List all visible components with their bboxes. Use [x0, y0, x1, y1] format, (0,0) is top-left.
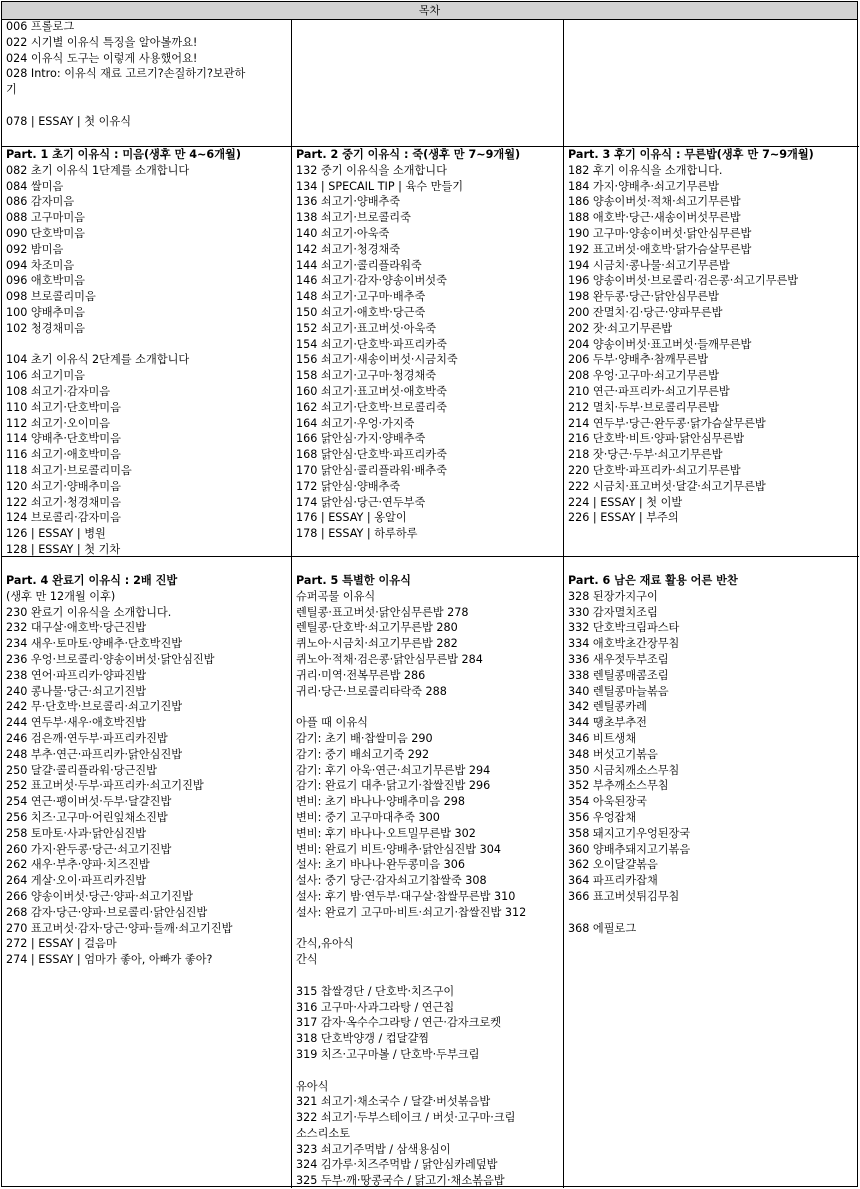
toc-entry: 188 애호박·당근·새송이버섯무른밥 [568, 211, 741, 225]
toc-entry [6, 337, 287, 353]
toc-entry: 024 이유식 도구는 이렇게 사용했어요! [6, 51, 198, 65]
toc-entry: 340 렌틸콩마늘볶음 [568, 684, 669, 698]
toc-entry: 106 쇠고기미음 [6, 369, 85, 383]
empty-cell [291, 19, 563, 146]
toc-entry: (생후 만 12개월 이후) [6, 589, 116, 603]
toc-entry: 감기: 완료기 대추·닭고기·찹쌀진밥 296 [296, 779, 491, 793]
toc-entry: 설사: 후기 밤·연두부·대구살·찹쌀무른밥 310 [296, 889, 516, 903]
toc-entry: 266 양송이버섯·당근·양파·쇠고기진밥 [6, 889, 193, 903]
toc-entry: 366 표고버섯튀김무침 [568, 889, 680, 903]
toc-entry: 162 쇠고기·단호박·브로콜리죽 [296, 400, 447, 414]
toc-entry: 084 쌀미음 [6, 179, 64, 193]
toc-entry: 094 차조미음 [6, 258, 75, 272]
toc-entry: 소스리소토 [296, 1126, 351, 1140]
toc-entry: 변비: 후기 바나나·오트밀무른밥 302 [296, 826, 476, 840]
toc-entry: 렌틸콩·표고버섯·닭안심무른밥 278 [296, 605, 469, 619]
toc-entry: 138 쇠고기·브로콜리죽 [296, 211, 411, 225]
toc-entry: 246 검은깨·연두부·파프리카진밥 [6, 731, 168, 745]
toc-entry: 096 애호박미음 [6, 274, 85, 288]
toc-entry: 퀴노아·적채·검은콩·닭안심무른밥 284 [296, 652, 483, 666]
toc-entry: 184 가지·양배추·쇠고기무른밥 [568, 179, 719, 193]
toc-entry: 104 초기 이유식 2단계를 소개합니다 [6, 353, 190, 367]
toc-entry: 100 양배추미음 [6, 305, 85, 319]
toc-entry: 328 된장가지구이 [568, 589, 658, 603]
toc-entry: 감기: 중기 배쇠고기죽 292 [296, 747, 430, 761]
toc-entry: 358 돼지고기우엉된장국 [568, 826, 691, 840]
toc-entry: 323 쇠고기주먹밥 / 삼색용심이 [296, 1142, 451, 1156]
toc-entry: 319 치즈·고구마볼 / 단호박·두부크림 [296, 1047, 480, 1061]
toc-entry: 172 닭안심·양배추죽 [296, 479, 401, 493]
toc-entry: 176 | ESSAY | 옹알이 [296, 511, 407, 525]
toc-entry: 344 땡초부추전 [568, 716, 647, 730]
toc-entry: 124 브로콜리·감자미음 [6, 511, 121, 525]
toc-entry: 350 시금치깨소스무침 [568, 763, 680, 777]
toc-entry: 136 쇠고기·양배추죽 [296, 195, 401, 209]
toc-entry: 변비: 중기 고구마대추죽 300 [296, 810, 440, 824]
toc-entry: 140 쇠고기·아욱죽 [296, 226, 390, 240]
toc-entry: 248 부추·연근·파프리카·닭안심진밥 [6, 747, 183, 761]
toc-entry: 321 쇠고기·채소국수 / 달걀·버섯볶음밥 [296, 1095, 491, 1109]
toc-entry: 감기: 초기 배·찹쌀미음 290 [296, 731, 433, 745]
toc-entry: 216 단호박·비트·양파·닭안심무른밥 [568, 432, 745, 446]
toc-entry: 240 콩나물·당근·쇠고기진밥 [6, 684, 147, 698]
toc-entry: 242 무·단호박·브로콜리·쇠고기진밥 [6, 700, 183, 714]
toc-entry: 132 중기 이유식을 소개합니다 [296, 163, 447, 177]
toc-entry: 252 표고버섯·두부·파프리카·쇠고기진밥 [6, 779, 204, 793]
toc-header: 목차 [2, 2, 857, 20]
part-6-cell [563, 556, 859, 1188]
toc-entry: 유아식 [296, 1079, 329, 1093]
toc-entry: 134 | SPECAIL TIP | 육수 만들기 [296, 179, 464, 193]
toc-entry: 334 애호박초간장무침 [568, 637, 680, 651]
part-title: Part. 5 특별한 이유식 [296, 574, 411, 587]
toc-entry: 368 에필로그 [568, 921, 637, 935]
part-4-cell [2, 556, 291, 1188]
toc-entry: 028 Intro: 이유식 재료 고르기?손질하기?보관하 [6, 67, 246, 81]
toc-entry: 236 우엉·브로콜리·양송이버섯·닭안심진밥 [6, 652, 215, 666]
part-title: Part. 1 초기 이유식 : 미음(생후 만 4~6개월) [6, 148, 241, 161]
toc-entry: 150 쇠고기·애호박·당근죽 [296, 305, 426, 319]
toc-entry: 268 감자·당근·양파·브로콜리·닭안심진밥 [6, 905, 208, 919]
toc-entry: 198 완두콩·당근·닭안심무른밥 [568, 290, 719, 304]
toc-entry: 116 쇠고기·애호박미음 [6, 448, 121, 462]
toc-entry: 336 새우젓두부조림 [568, 652, 669, 666]
toc-entry: 200 잔멸치·김·당근·양파무른밥 [568, 305, 723, 319]
part-title: Part. 3 후기 이유식 : 무른밥(생후 만 7~9개월) [568, 148, 814, 161]
toc-entry: 196 양송이버섯·브로콜리·검은콩·쇠고기무른밥 [568, 274, 799, 288]
toc-entry: 122 쇠고기·청경채미음 [6, 495, 121, 509]
toc-entry: 224 | ESSAY | 첫 이발 [568, 495, 683, 509]
toc-entry: 244 연두부·새우·애호박진밥 [6, 716, 147, 730]
toc-entry: 슈퍼곡물 이유식 [296, 589, 376, 603]
toc-entry: 270 표고버섯·감자·당근·양파·들깨·쇠고기진밥 [6, 921, 233, 935]
toc-entry: 356 우엉잡채 [568, 810, 637, 824]
toc-entry: 160 쇠고기·표고버섯·애호박죽 [296, 384, 447, 398]
toc-entry [296, 699, 559, 715]
toc-entry: 202 잣·쇠고기무른밥 [568, 321, 673, 335]
toc-entry: 152 쇠고기·표고버섯·아욱죽 [296, 321, 437, 335]
toc-entry: 272 | ESSAY | 걸음마 [6, 937, 117, 951]
toc-entry: 렌틸콩·단호박·쇠고기무른밥 280 [296, 621, 458, 635]
toc-entry: 212 멸치·두부·브로콜리무른밥 [568, 400, 719, 414]
toc-entry [296, 968, 559, 984]
toc-entry: 102 청경채미음 [6, 321, 85, 335]
empty-cell [563, 19, 859, 146]
toc-entry: 214 연두부·당근·완두콩·닭가슴살무른밥 [568, 416, 766, 430]
toc-entry: 변비: 완료기 비트·양배추·닭안심진밥 304 [296, 842, 502, 856]
toc-entry: 254 연근·팽이버섯·두부·달걀진밥 [6, 795, 172, 809]
toc-entry: 318 단호박양갱 / 컵달걀찜 [296, 1032, 430, 1046]
toc-entry: 110 쇠고기·단호박미음 [6, 400, 121, 414]
toc-entry [296, 921, 559, 937]
toc-entry: 112 쇠고기·오이미음 [6, 416, 111, 430]
toc-entry: 설사: 완료기 고구마·비트·쇠고기·찹쌀진밥 312 [296, 905, 527, 919]
prologue-cell [2, 19, 291, 146]
toc-entry: 338 렌틸콩매콤조림 [568, 668, 669, 682]
toc-entry: 090 단호박미음 [6, 226, 85, 240]
toc-entry: 192 표고버섯·애호박·닭가슴살무른밥 [568, 242, 752, 256]
toc-entry: 194 시금치·콩나물·쇠고기무른밥 [568, 258, 730, 272]
toc-entry: 기 [6, 83, 17, 97]
toc-entry: 108 쇠고기·감자미음 [6, 384, 111, 398]
toc-entry: 342 렌틸콩카레 [568, 700, 647, 714]
toc-entry: 238 연어·파프리카·양파진밥 [6, 668, 147, 682]
toc-entry: 364 파프리카잡채 [568, 874, 658, 888]
toc-entry: 190 고구마·양송이버섯·닭안심무른밥 [568, 226, 752, 240]
toc-entry: 156 쇠고기·새송이버섯·시금치죽 [296, 353, 458, 367]
toc-entry: 098 브로콜리미음 [6, 290, 96, 304]
toc-entry: 감기: 후기 아욱·연근·쇠고기무른밥 294 [296, 763, 491, 777]
toc-entry: 316 고구마·사과그라탕 / 연근칩 [296, 1000, 455, 1014]
toc-entry: 귀리·미역·전복무른밥 286 [296, 668, 426, 682]
toc-entry: 퀴노아·시금치·쇠고기무른밥 282 [296, 637, 458, 651]
toc-entry: 206 두부·양배추·참깨무른밥 [568, 353, 709, 367]
toc-entry: 332 단호박크림파스타 [568, 621, 680, 635]
part-1-cell [2, 146, 291, 556]
table-of-contents [1, 1, 858, 1187]
toc-entry: 126 | ESSAY | 병원 [6, 527, 106, 541]
toc-entry: 274 | ESSAY | 엄마가 좋아, 아빠가 좋아? [6, 953, 213, 967]
toc-entry: 260 가지·완두콩·당근·쇠고기진밥 [6, 842, 172, 856]
toc-entry: 330 감자멸치조림 [568, 605, 658, 619]
toc-entry: 088 고구마미음 [6, 211, 85, 225]
toc-entry: 362 오이달걀볶음 [568, 858, 658, 872]
toc-entry: 234 새우·토마토·양배추·단호박진밥 [6, 637, 183, 651]
toc-entry: 귀리·당근·브로콜리타락죽 288 [296, 684, 447, 698]
toc-entry [6, 98, 287, 114]
toc-entry: 250 달걀·콜리플라워·당근진밥 [6, 763, 157, 777]
toc-entry: 182 후기 이유식을 소개합니다. [568, 163, 723, 177]
toc-entry: 118 쇠고기·브로콜리미음 [6, 463, 132, 477]
toc-entry: 222 시금치·표고버섯·달걀·쇠고기무른밥 [568, 479, 766, 493]
toc-entry: 022 시기별 이유식 특징을 알아볼까요! [6, 35, 198, 49]
toc-entry: 078 | ESSAY | 첫 이유식 [6, 114, 131, 128]
toc-entry: 174 닭안심·당근·연두부죽 [296, 495, 426, 509]
toc-entry: 114 양배추·단호박미음 [6, 432, 121, 446]
toc-entry: 168 닭안심·단호박·파프리카죽 [296, 448, 447, 462]
toc-entry [296, 1063, 559, 1079]
toc-entry: 352 부추깨소스무침 [568, 779, 669, 793]
toc-entry [568, 905, 855, 921]
toc-entry: 262 새우·부추·양파·치즈진밥 [6, 858, 150, 872]
part-title: Part. 4 완료기 이유식 : 2배 진밥 [6, 574, 178, 587]
toc-entry: 092 밤미음 [6, 242, 64, 256]
toc-entry: 변비: 초기 바나나·양배추미음 298 [296, 795, 466, 809]
toc-entry: 210 연근·파프리카·쇠고기무른밥 [568, 384, 730, 398]
part-2-cell [291, 146, 563, 556]
toc-entry: 346 비트생채 [568, 731, 637, 745]
toc-entry: 315 찹쌀경단 / 단호박·치즈구이 [296, 984, 455, 998]
toc-entry: 317 감자·옥수수그라탕 / 연근·감자크로켓 [296, 1016, 502, 1030]
toc-entry: 325 두부·깨·땅콩국수 / 닭고기·채소볶음밥 [296, 1174, 505, 1188]
toc-entry: 154 쇠고기·단호박·파프리카죽 [296, 337, 447, 351]
part-5-cell [291, 556, 563, 1188]
toc-entry: 아플 때 이유식 [296, 716, 368, 730]
toc-entry: 360 양배추돼지고기볶음 [568, 842, 691, 856]
part-title: Part. 2 중기 이유식 : 죽(생후 만 7~9개월) [296, 148, 521, 161]
toc-entry: 006 프롤로그 [6, 20, 75, 33]
toc-entry: 158 쇠고기·고구마·청경채죽 [296, 369, 437, 383]
part-3-cell [563, 146, 859, 556]
toc-entry: 324 김가루·치즈주먹밥 / 닭안심카레덮밥 [296, 1158, 498, 1172]
toc-entry: 226 | ESSAY | 부주의 [568, 511, 679, 525]
toc-entry: 간식 [296, 953, 318, 967]
toc-entry: 220 단호박·파프리카·쇠고기무른밥 [568, 463, 741, 477]
toc-entry: 146 쇠고기·감자·양송이버섯죽 [296, 274, 447, 288]
toc-entry: 148 쇠고기·고구마·배추죽 [296, 290, 426, 304]
toc-entry: 간식,유아식 [296, 937, 354, 951]
toc-entry: 설사: 중기 당근·감자쇠고기찹쌀죽 308 [296, 874, 487, 888]
toc-entry: 설사: 초기 바나나·완두콩미음 306 [296, 858, 466, 872]
toc-entry: 232 대구살·애호박·당근진밥 [6, 621, 147, 635]
toc-entry: 082 초기 이유식 1단계를 소개합니다 [6, 163, 190, 177]
part-title: Part. 6 남은 재료 활용 어른 반찬 [568, 574, 738, 587]
toc-entry: 128 | ESSAY | 첫 기차 [6, 542, 121, 556]
toc-entry: 258 토마토·사과·닭안심진밥 [6, 826, 147, 840]
toc-entry: 354 아욱된장국 [568, 795, 647, 809]
toc-entry: 264 게살·오이·파프리카진밥 [6, 874, 147, 888]
toc-entry: 256 치즈·고구마·어린잎채소진밥 [6, 810, 168, 824]
toc-entry: 086 감자미음 [6, 195, 75, 209]
toc-entry: 120 쇠고기·양배추미음 [6, 479, 121, 493]
toc-entry: 208 우엉·고구마·쇠고기무른밥 [568, 369, 719, 383]
toc-entry: 170 닭안심·콜리플라워·배추죽 [296, 463, 447, 477]
toc-entry: 186 양송이버섯·적채·쇠고기무른밥 [568, 195, 741, 209]
toc-entry: 218 잣·당근·두부·쇠고기무른밥 [568, 448, 723, 462]
toc-entry: 142 쇠고기·청경채죽 [296, 242, 401, 256]
toc-entry: 164 쇠고기·우엉·가지죽 [296, 416, 415, 430]
toc-entry: 166 닭안심·가지·양배추죽 [296, 432, 426, 446]
toc-entry: 322 쇠고기·두부스테이크 / 버섯·고구마·크림 [296, 1111, 516, 1125]
toc-entry: 144 쇠고기·콜리플라워죽 [296, 258, 422, 272]
toc-entry: 178 | ESSAY | 하루하루 [296, 527, 418, 541]
toc-entry: 230 완료기 이유식을 소개합니다. [6, 605, 172, 619]
toc-entry: 348 버섯고기볶음 [568, 747, 658, 761]
toc-entry: 204 양송이버섯·표고버섯·들깨무른밥 [568, 337, 752, 351]
